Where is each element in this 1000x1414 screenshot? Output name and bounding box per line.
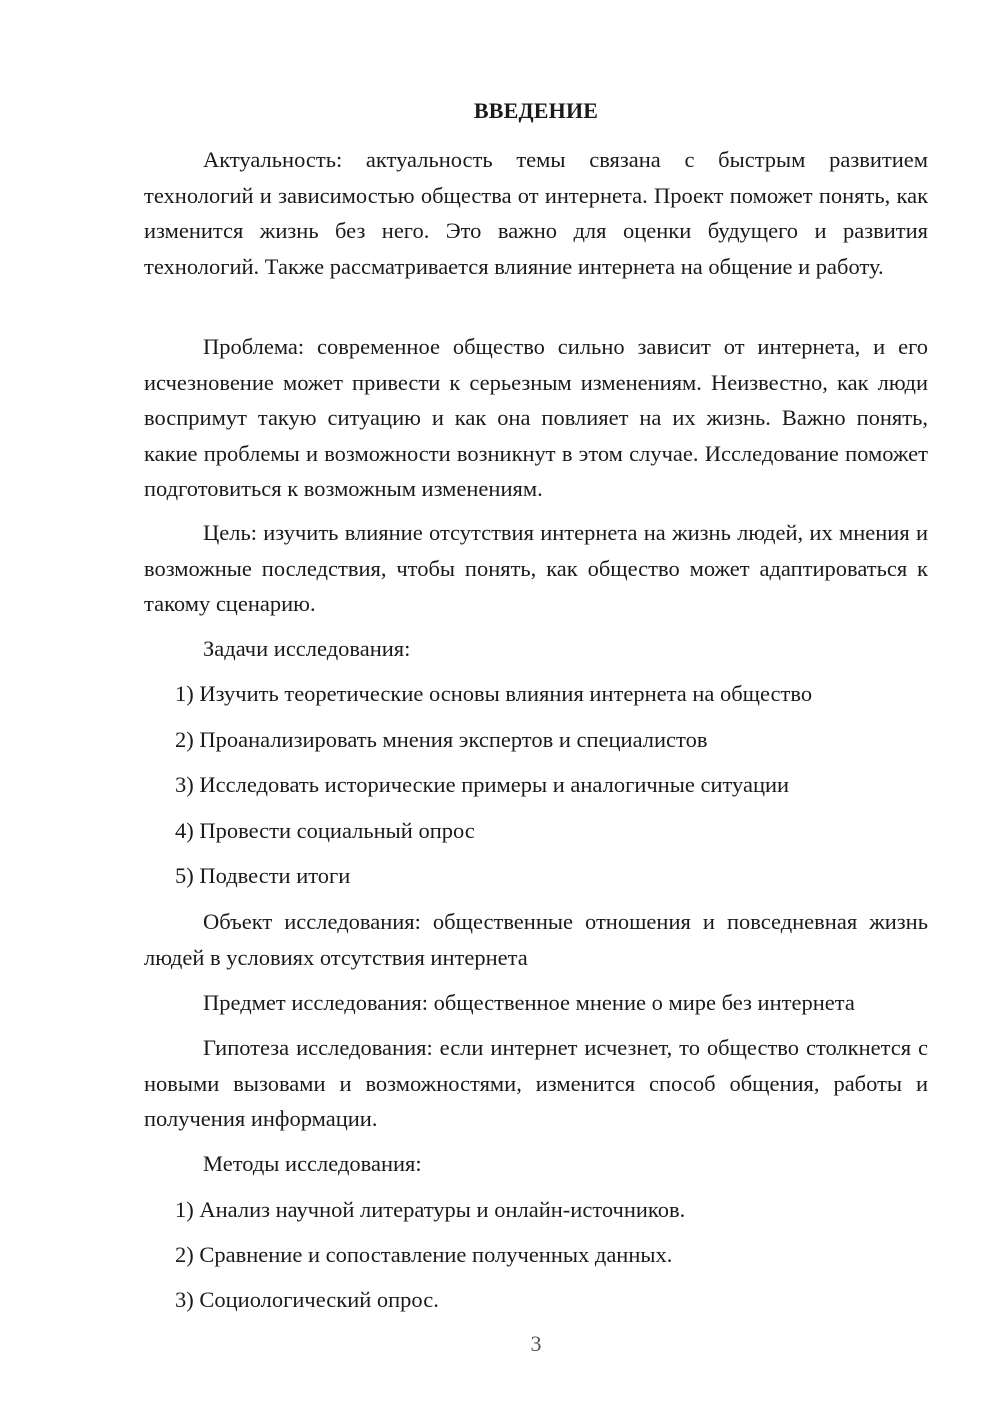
object-paragraph: Объект исследования: общественные отношения и повседневная жизнь людей в условиях отсутствия интернета (144, 909, 928, 970)
method-item-3: 3) Социологический опрос. (175, 1287, 439, 1312)
tasks-heading: Задачи исследования: (203, 636, 411, 661)
hypothesis-paragraph: Гипотеза исследования: если интернет исчезнет, то общество столкнется с новыми вызовами и возможностями, изменится способ общения, работы и получения информации. (144, 1035, 928, 1131)
task-item-1: 1) Изучить теоретические основы влияния интернета на общество (175, 681, 813, 706)
method-item-1: 1) Анализ научной литературы и онлайн-источников. (175, 1197, 686, 1222)
method-item-2: 2) Сравнение и сопоставление полученных данных. (175, 1242, 673, 1267)
relevance-paragraph: Актуальность: актуальность темы связана с быстрым развитием технологий и зависимостью общества от интернета. Проект поможет понять, как изменится жизнь без него. Это важно для оценки будущего и развития технологий. Также рассматривается влияние интернета на общение и работу. (144, 147, 928, 279)
page-title: ВВЕДЕНИЕ (473, 98, 599, 123)
subject-paragraph: Предмет исследования: общественное мнение о мире без интернета (203, 990, 855, 1015)
task-item-5: 5) Подвести итоги (175, 863, 351, 888)
task-item-4: 4) Провести социальный опрос (175, 818, 475, 843)
task-item-3: 3) Исследовать исторические примеры и аналогичные ситуации (175, 772, 790, 797)
page-number: 3 (530, 1331, 542, 1356)
task-item-2: 2) Проанализировать мнения экспертов и специалистов (175, 727, 708, 752)
problem-paragraph: Проблема: современное общество сильно зависит от интернета, и его исчезновение может привести к серьезным изменениям. Неизвестно, как люди воспримут такую ситуацию и как она повлияет на их жизнь. Важно понять, какие проблемы и возможности возникнут в этом случае. Исследование поможет подготовиться к возможным изменениям. (144, 334, 928, 501)
methods-heading: Методы исследования: (203, 1151, 422, 1176)
goal-paragraph: Цель: изучить влияние отсутствия интернета на жизнь людей, их мнения и возможные последствия, чтобы понять, как общество может адаптироваться к такому сценарию. (144, 520, 928, 616)
